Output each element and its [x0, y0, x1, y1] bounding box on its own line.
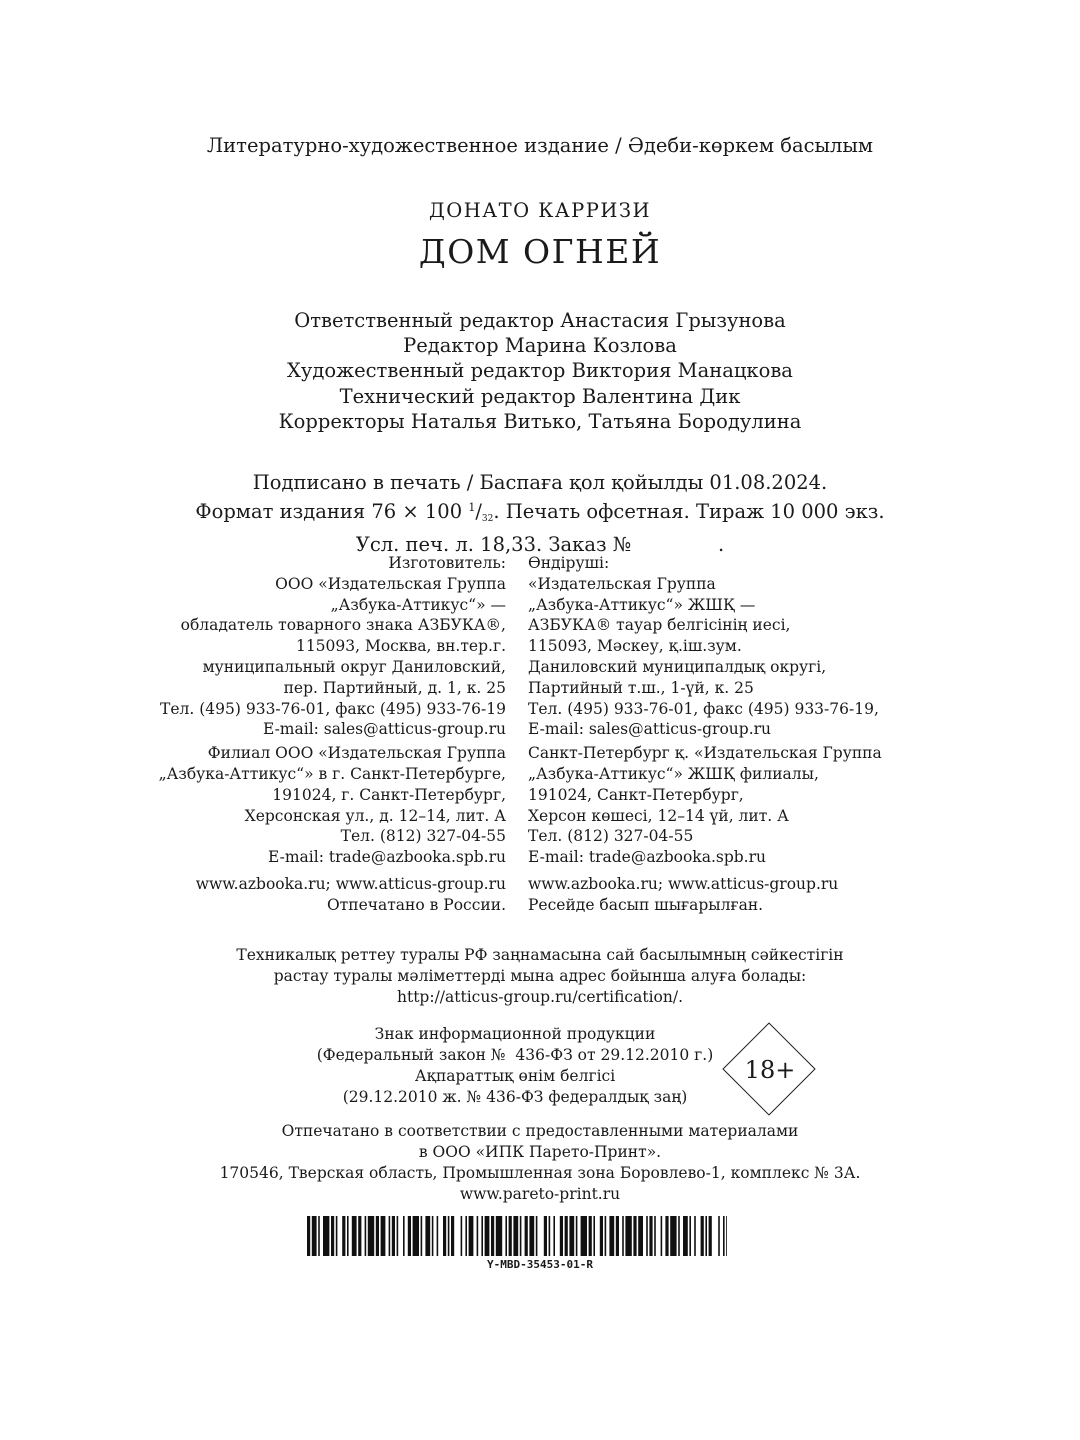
genre-line: Литературно-художественное издание / Әдеби-көркем басылым	[206, 134, 874, 157]
manufacturer-ru: Изготовитель:	[388, 554, 506, 572]
printer-line: 170546, Тверская область, Промышленная зона Боровлево-1, комплекс № 3А.	[219, 1164, 861, 1182]
barcode-bar	[718, 1216, 720, 1256]
barcode-bar	[336, 1216, 338, 1256]
branch-ru: „Азбука-Аттикус“» в г. Санкт-Петербурге,	[158, 764, 506, 783]
barcode-bar	[358, 1216, 361, 1256]
format-line: Формат издания 76 × 100 $^1/_{32}$. Печать офсетная. Тираж 10 000 экз.	[195, 500, 885, 525]
book-title: ДОМ ОГНЕЙ	[418, 232, 662, 271]
manufacturer-kz: Өндіруші:	[528, 554, 610, 572]
barcode-bar	[665, 1216, 668, 1256]
barcode-bar	[469, 1216, 474, 1256]
printer-line: Отпечатано в соответствии с предоставленными материалами	[281, 1122, 799, 1140]
barcode-bar	[477, 1216, 479, 1256]
signed-line: Подписано в печать / Баспаға қол қойылды 01.08.2024.	[252, 471, 828, 494]
barcode-bar	[392, 1216, 395, 1256]
barcode-bar	[625, 1216, 631, 1256]
barcode-bar	[589, 1216, 592, 1256]
age-rating-badge	[722, 1022, 818, 1118]
barcode-bar	[638, 1216, 643, 1256]
branch-ru: Филиал ООО «Издательская Группа	[207, 744, 506, 763]
cert-line: растау туралы мәліметтерді мына адрес бойынша алуға болады:	[273, 967, 807, 985]
manufacturer-kz: «Издательская Группа	[528, 574, 716, 593]
staff-line: Художественный редактор Виктория Манацкова	[287, 359, 793, 383]
barcode-bar	[529, 1216, 534, 1256]
branch-ru: Тел. (812) 327-04-55	[340, 827, 506, 846]
barcode-bar	[520, 1216, 522, 1256]
manufacturer-ru: обладатель товарного знака АЗБУКА®,	[180, 616, 506, 635]
cert-line: Техникалық реттеу туралы РФ заңнамасына сай басылымның сәйкестігін	[236, 946, 844, 964]
branch-kz: Херсон көшесі, 12–14 үй, лит. А	[528, 806, 789, 825]
publication-info	[0, 470, 1080, 558]
manufacturer-ru: 115093, Москва, вн.тер.г.	[295, 637, 506, 656]
manufacturer-kz: Партийный т.ш., 1-үй, к. 25	[528, 678, 754, 697]
barcode-bar	[633, 1216, 636, 1256]
imprint-columns	[0, 553, 1080, 916]
editorial-staff	[0, 308, 1080, 434]
barcode-bar	[569, 1216, 574, 1256]
manufacturer-kz: „Азбука-Аттикус“» ЖШҚ —	[528, 595, 756, 614]
printer-info	[0, 1121, 1080, 1205]
barcode-bar	[678, 1216, 680, 1256]
barcode-bar	[709, 1216, 712, 1256]
barcode-bar	[609, 1216, 614, 1256]
manufacturer-kz: E-mail: sales@atticus-group.ru	[528, 720, 772, 739]
barcode-bar	[536, 1216, 538, 1256]
barcode-bar	[331, 1216, 334, 1256]
barcode-bar	[437, 1216, 439, 1256]
barcode	[307, 1216, 727, 1256]
barcode-bar	[465, 1216, 467, 1256]
manufacturer-ru: „Азбука-Аттикус“» —	[330, 595, 506, 614]
barcode-bar	[605, 1216, 607, 1256]
barcode-bar	[683, 1216, 688, 1256]
barcode-bar	[451, 1216, 454, 1256]
barcode-bar	[352, 1216, 357, 1256]
barcode-bar	[403, 1216, 405, 1256]
manufacturer-kz: Даниловский муниципалдық округі,	[528, 657, 827, 676]
author-name: ДОНАТО КАРРИЗИ	[428, 199, 652, 222]
barcode-bar	[307, 1216, 310, 1256]
branch-kz: Санкт-Петербург қ. «Издательская Группа	[528, 744, 882, 763]
branch-kz: 191024, Санкт-Петербург,	[528, 785, 744, 804]
barcode-bar	[318, 1216, 320, 1256]
barcode-bar	[408, 1216, 411, 1256]
barcode-bar	[505, 1216, 507, 1256]
barcode-bar	[323, 1216, 329, 1256]
manufacturer-ru: E-mail: sales@atticus-group.ru	[262, 720, 506, 739]
barcode-bar	[347, 1216, 349, 1256]
barcode-bar	[723, 1216, 725, 1256]
barcode-bar	[491, 1216, 494, 1256]
barcode-bar	[616, 1216, 619, 1256]
manufacturer-ru: муниципальный округ Даниловский,	[202, 657, 506, 676]
printer-line: www.pareto-print.ru	[459, 1185, 621, 1203]
barcode-bar	[576, 1216, 578, 1256]
barcode-bar	[376, 1216, 379, 1256]
barcode-bar	[421, 1216, 423, 1256]
barcode-bar	[312, 1216, 317, 1256]
branch-kz: „Азбука-Аттикус“» ЖШҚ филиалы,	[528, 764, 819, 783]
barcode-bar	[461, 1216, 463, 1256]
cert-line: http://atticus-group.ru/certification/.	[396, 988, 683, 1006]
barcode-bar	[342, 1216, 345, 1256]
age-rating-text: 18+	[744, 1056, 796, 1084]
printed-in-kz: Ресейде басып шығарылған.	[528, 895, 764, 914]
certification-note	[0, 945, 1080, 1008]
barcode-bar	[425, 1216, 430, 1256]
barcode-bar	[481, 1216, 483, 1256]
branch-kz: E-mail: trade@azbooka.spb.ru	[528, 848, 766, 867]
staff-line: Редактор Марина Козлова	[403, 334, 677, 358]
barcode-bar	[448, 1216, 450, 1256]
barcode-bar	[413, 1216, 419, 1256]
barcode-bar	[549, 1216, 551, 1256]
barcode-bar	[661, 1216, 663, 1256]
barcode-bar	[565, 1216, 568, 1256]
branch-ru: Херсонская ул., д. 12–14, лит. А	[244, 806, 506, 825]
barcode-bar	[365, 1216, 367, 1256]
barcode-bar	[432, 1216, 434, 1256]
barcode-bar	[581, 1216, 587, 1256]
barcode-bar	[600, 1216, 603, 1256]
barcode-bar	[397, 1216, 399, 1256]
barcode-label: Y-MBD-35453-01-R	[487, 1258, 593, 1271]
manufacturer-ru: ООО «Издательская Группа	[275, 574, 506, 593]
manufacturer-kz: 115093, Мәскеу, қ.іш.зум.	[528, 637, 742, 656]
manufacturer-kz: АЗБУКА® тауар белгісінің иесі,	[528, 616, 791, 635]
manufacturer-ru: пер. Партийный, д. 1, к. 25	[283, 678, 506, 697]
website-kz: www.azbooka.ru; www.atticus-group.ru	[528, 874, 839, 893]
barcode-bar	[622, 1216, 624, 1256]
branch-ru: 191024, г. Санкт-Петербург,	[272, 785, 506, 804]
barcode-bar	[705, 1216, 707, 1256]
barcode-bar	[649, 1216, 652, 1256]
barcode-bar	[560, 1216, 563, 1256]
barcode-bar	[485, 1216, 490, 1256]
manufacturer-ru: Тел. (495) 933-76-01, факс (495) 933-76-19	[160, 699, 506, 718]
sign-line: Ақпараттық өнім белгісі	[414, 1067, 616, 1085]
barcode-bar	[670, 1216, 676, 1256]
sign-line: (29.12.2010 ж. № 436-ФЗ федералдық заң)	[342, 1088, 688, 1106]
branch-kz: Тел. (812) 327-04-55	[528, 827, 694, 846]
printed-in-ru: Отпечатано в России.	[326, 895, 506, 914]
staff-line: Корректоры Наталья Витько, Татьяна Бородулина	[278, 409, 802, 433]
barcode-bar	[496, 1216, 502, 1256]
barcode-bar	[544, 1216, 547, 1256]
website-ru: www.azbooka.ru; www.atticus-group.ru	[195, 874, 506, 893]
manufacturer-kz: Тел. (495) 933-76-01, факс (495) 933-76-19,	[528, 699, 879, 718]
barcode-bar	[525, 1216, 528, 1256]
barcode-bar	[701, 1216, 704, 1256]
barcode-bar	[694, 1216, 696, 1256]
staff-line: Технический редактор Валентина Дик	[339, 384, 741, 408]
printer-line: в ООО «ИПК Парето-Принт».	[418, 1143, 662, 1161]
barcode-bar	[726, 1216, 727, 1256]
barcode-bar	[368, 1216, 374, 1256]
sign-line: (Федеральный закон № 436-ФЗ от 29.12.2010 г.)	[316, 1046, 714, 1064]
barcode-bar	[381, 1216, 386, 1256]
barcode-bar	[389, 1216, 391, 1256]
staff-line: Ответственный редактор Анастасия Грызунова	[294, 309, 786, 332]
barcode-bar	[689, 1216, 691, 1256]
branch-ru: E-mail: trade@azbooka.spb.ru	[268, 848, 506, 867]
barcode-bar	[553, 1216, 555, 1256]
info-product-sign	[300, 1024, 730, 1108]
barcode-bar	[443, 1216, 446, 1256]
barcode-bar	[513, 1216, 518, 1256]
barcode-bar	[654, 1216, 656, 1256]
order-line: Усл. печ. л. 18,33. Заказ № .	[355, 533, 725, 557]
barcode-bar	[509, 1216, 512, 1256]
barcode-bar	[646, 1216, 648, 1256]
sign-line: Знак информационной продукции	[374, 1025, 656, 1043]
barcode-bar	[593, 1216, 595, 1256]
